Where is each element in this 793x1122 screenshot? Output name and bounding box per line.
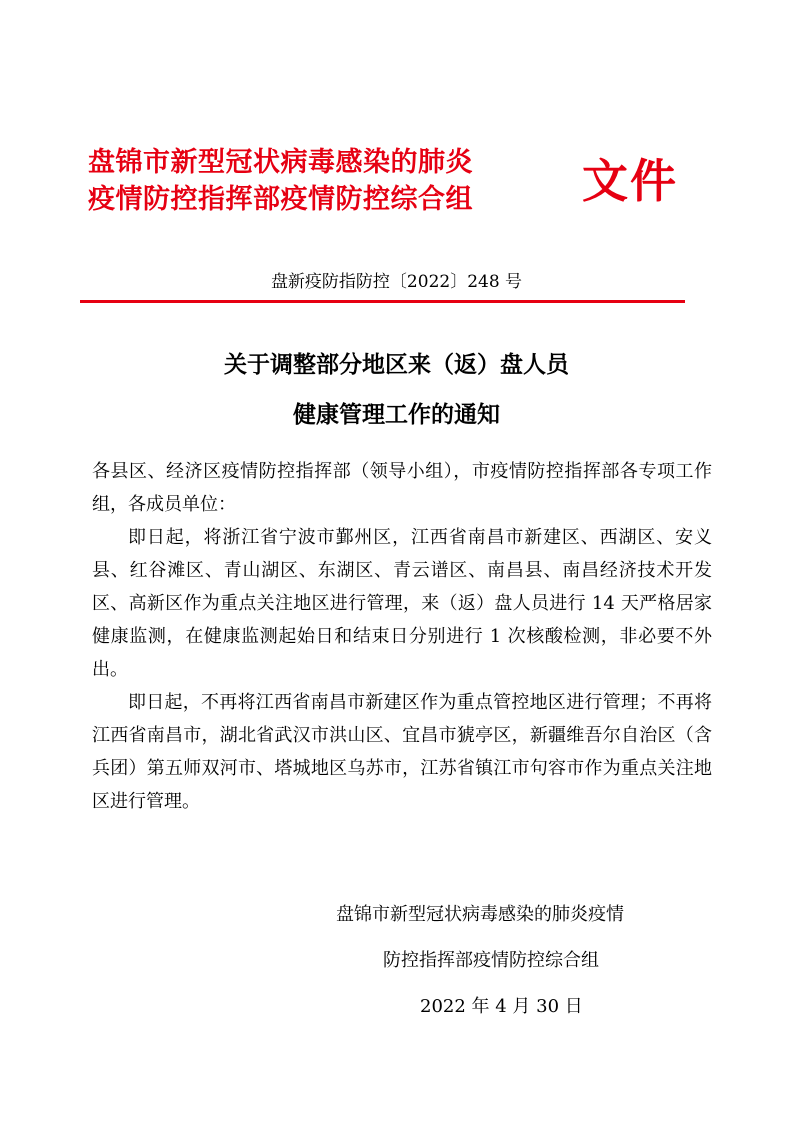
paragraph-2: 即日起，不再将江西省南昌市新建区作为重点管控地区进行管理；不再将江西省南昌市，湖北省武汉市洪山区、宜昌市猇亭区，新疆维吾尔自治区（含兵团）第五师双河市、塔城地区乌苏市，江苏省镇江市句容市作为重点关注地区进行管理。 [92, 692, 712, 812]
red-divider-line [80, 300, 685, 303]
issuer-name [88, 144, 568, 218]
signature-date: 2022 年 4 月 30 日 [420, 996, 583, 1017]
document-masthead [0, 140, 793, 240]
salutation: 各县区、经济区疫情防控指挥部（领导小组），市疫情防控指挥部各专项工作组，各成员单位： [92, 461, 712, 515]
document-type-label: 文件 [582, 154, 678, 208]
document-number: 盘新疫防指防控〔2022〕248 号 [270, 272, 523, 292]
document-title-line2: 健康管理工作的通知 [293, 402, 500, 428]
document-body [92, 455, 712, 818]
document-title-line1: 关于调整部分地区来（返）盘人员 [224, 352, 569, 378]
signature-line2: 防控指挥部疫情防控综合组 [383, 950, 599, 971]
document-title [0, 340, 793, 440]
signature-line1: 盘锦市新型冠状病毒感染的肺炎疫情 [336, 904, 624, 925]
issuer-name-line1: 盘锦市新型冠状病毒感染的肺炎 [88, 147, 473, 178]
paragraph-1: 即日起，将浙江省宁波市鄞州区，江西省南昌市新建区、西湖区、安义县、红谷滩区、青山湖区、东湖区、青云谱区、南昌县、南昌经济技术开发区、高新区作为重点关注地区进行管理，来（返）盘人员进行 14 天严格居家健康监测，在健康监测起始日和结束日分别进行 1 次核酸检测，非必要不外出。 [92, 527, 712, 680]
issuer-name-line2: 疫情防控指挥部疫情防控综合组 [88, 184, 473, 215]
